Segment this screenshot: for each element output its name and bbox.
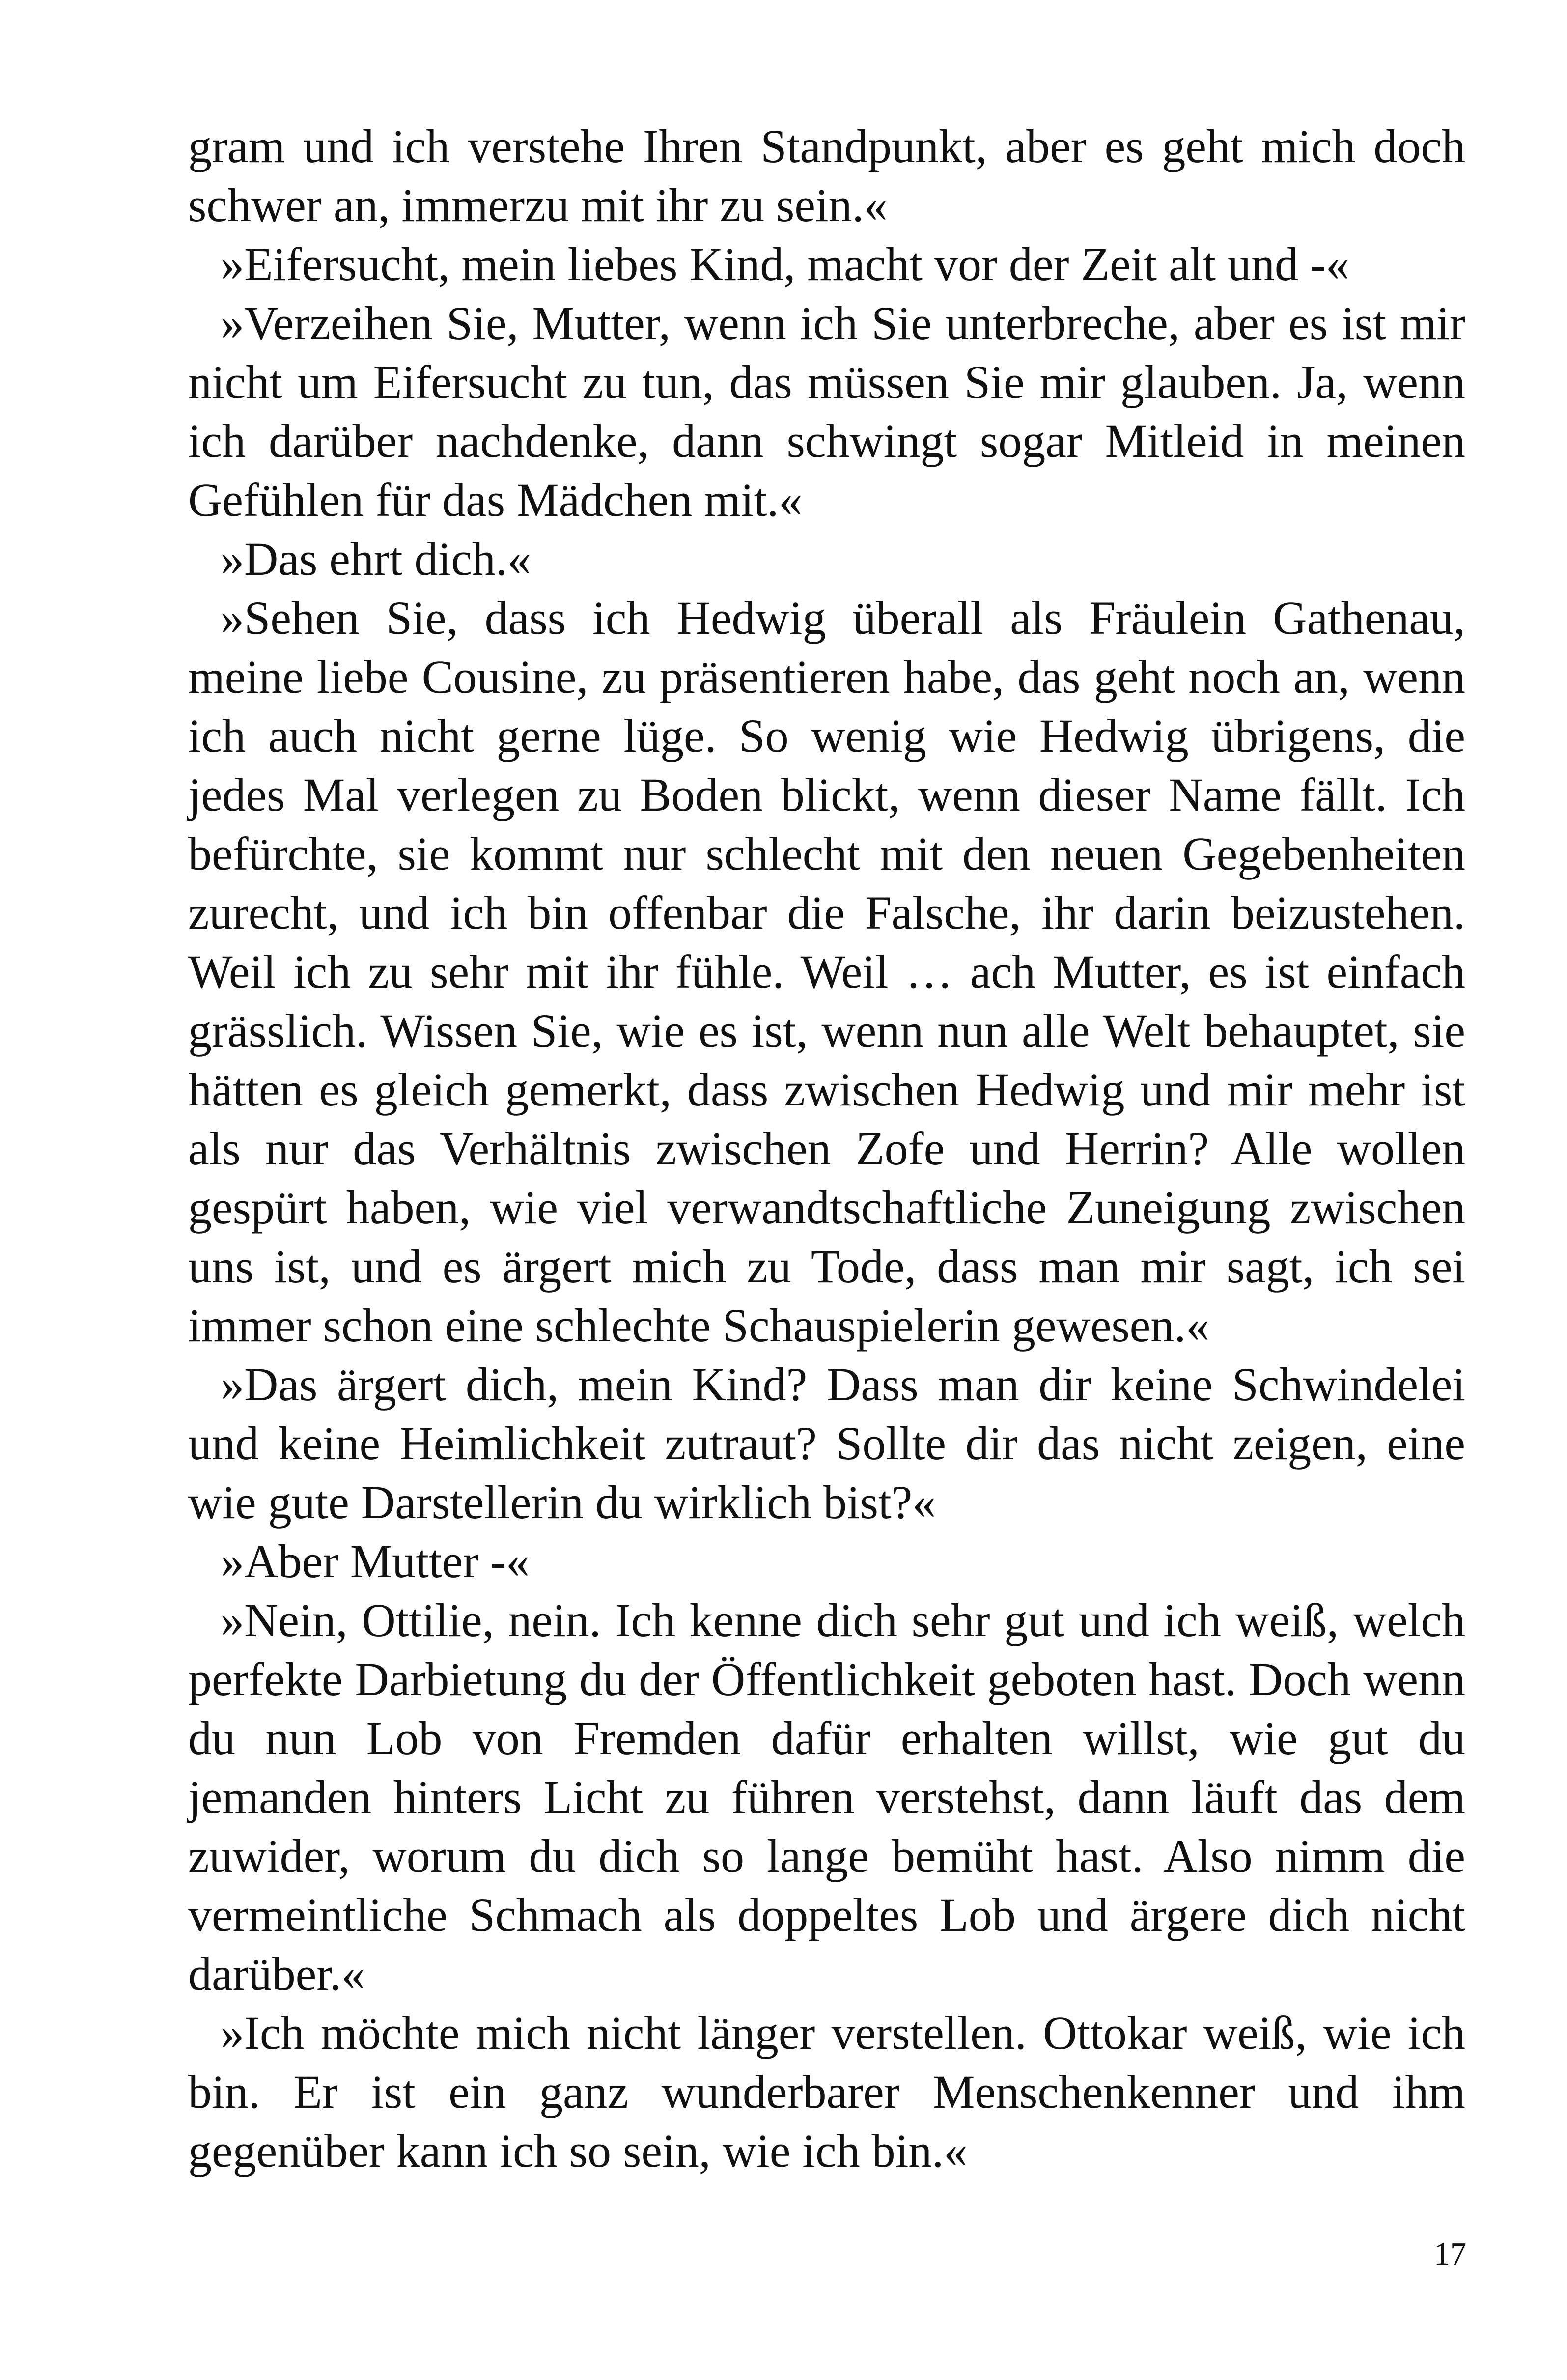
paragraph: »Sehen Sie, dass ich Hedwig überall als Fräulein Gathenau, meine liebe Cousine, zu präsentieren habe, das geht noch an, wenn ich auch nicht gerne lüge. So wenig wie Hedwig übrigens, die jedes Mal verlegen zu Boden blickt, wenn dieser Name fällt. Ich befürchte, sie kommt nur schlecht mit den neuen Gegebenheiten zurecht, und ich bin offenbar die Falsche, ihr darin beizustehen. Weil ich zu sehr mit ihr fühle. Weil … ach Mutter, es ist einfach grässlich. Wissen Sie, wie es ist, wenn nun alle Welt behauptet, sie hätten es gleich gemerkt, dass zwischen Hedwig und mir mehr ist als nur das Verhältnis zwischen Zofe und Herrin? Alle wollen gespürt haben, wie viel verwandtschaftliche Zuneigung zwischen uns ist, und es ärgert mich zu Tode, dass man mir sagt, ich sei immer schon eine schlechte Schauspielerin gewesen.« [188,592,1465,1352]
paragraph: »Ich möchte mich nicht länger verstellen. Ottokar weiß, wie ich bin. Er ist ein ganz wunderbarer Menschenkenner und ihm gegenüber kann ich so sein, wie ich bin.« [188,2007,1465,2177]
paragraph: »Aber Mutter -« [221,1535,530,1587]
page-number: 17 [1434,2236,1466,2272]
paragraph: »Verzeihen Sie, Mutter, wenn ich Sie unterbreche, aber es ist mir nicht um Eifersucht zu tun, das müssen Sie mir glauben. Ja, wenn ich darüber nachdenke, dann schwingt sogar Mitleid in meinen Gefühlen für das Mädchen mit.« [188,297,1465,526]
paragraph: »Das ärgert dich, mein Kind? Dass man dir keine Schwindelei und keine Heimlichkeit zutraut? Sollte dir das nicht zeigen, eine wie gute Darstellerin du wirklich bist?« [188,1358,1465,1529]
paragraph: »Eifersucht, mein liebes Kind, macht vor der Zeit alt und -« [221,238,1349,290]
body-text [188,117,1465,2181]
paragraph: »Nein, Ottilie, nein. Ich kenne dich sehr gut und ich weiß, welch perfekte Darbietung du der Öffentlichkeit geboten hast. Doch wenn du nun Lob von Fremden dafür erhalten willst, wie gut du jemanden hinters Licht zu führen verstehst, dann läuft das dem zuwider, worum du dich so lange bemüht hast. Also nimm die vermeintliche Schmach als doppeltes Lob und ärgere dich nicht darüber.« [188,1594,1465,2000]
paragraph: gram und ich verstehe Ihren Standpunkt, aber es geht mich doch schwer an, immerzu mit ihr zu sein.« [188,120,1465,231]
paragraph: »Das ehrt dich.« [221,533,531,585]
